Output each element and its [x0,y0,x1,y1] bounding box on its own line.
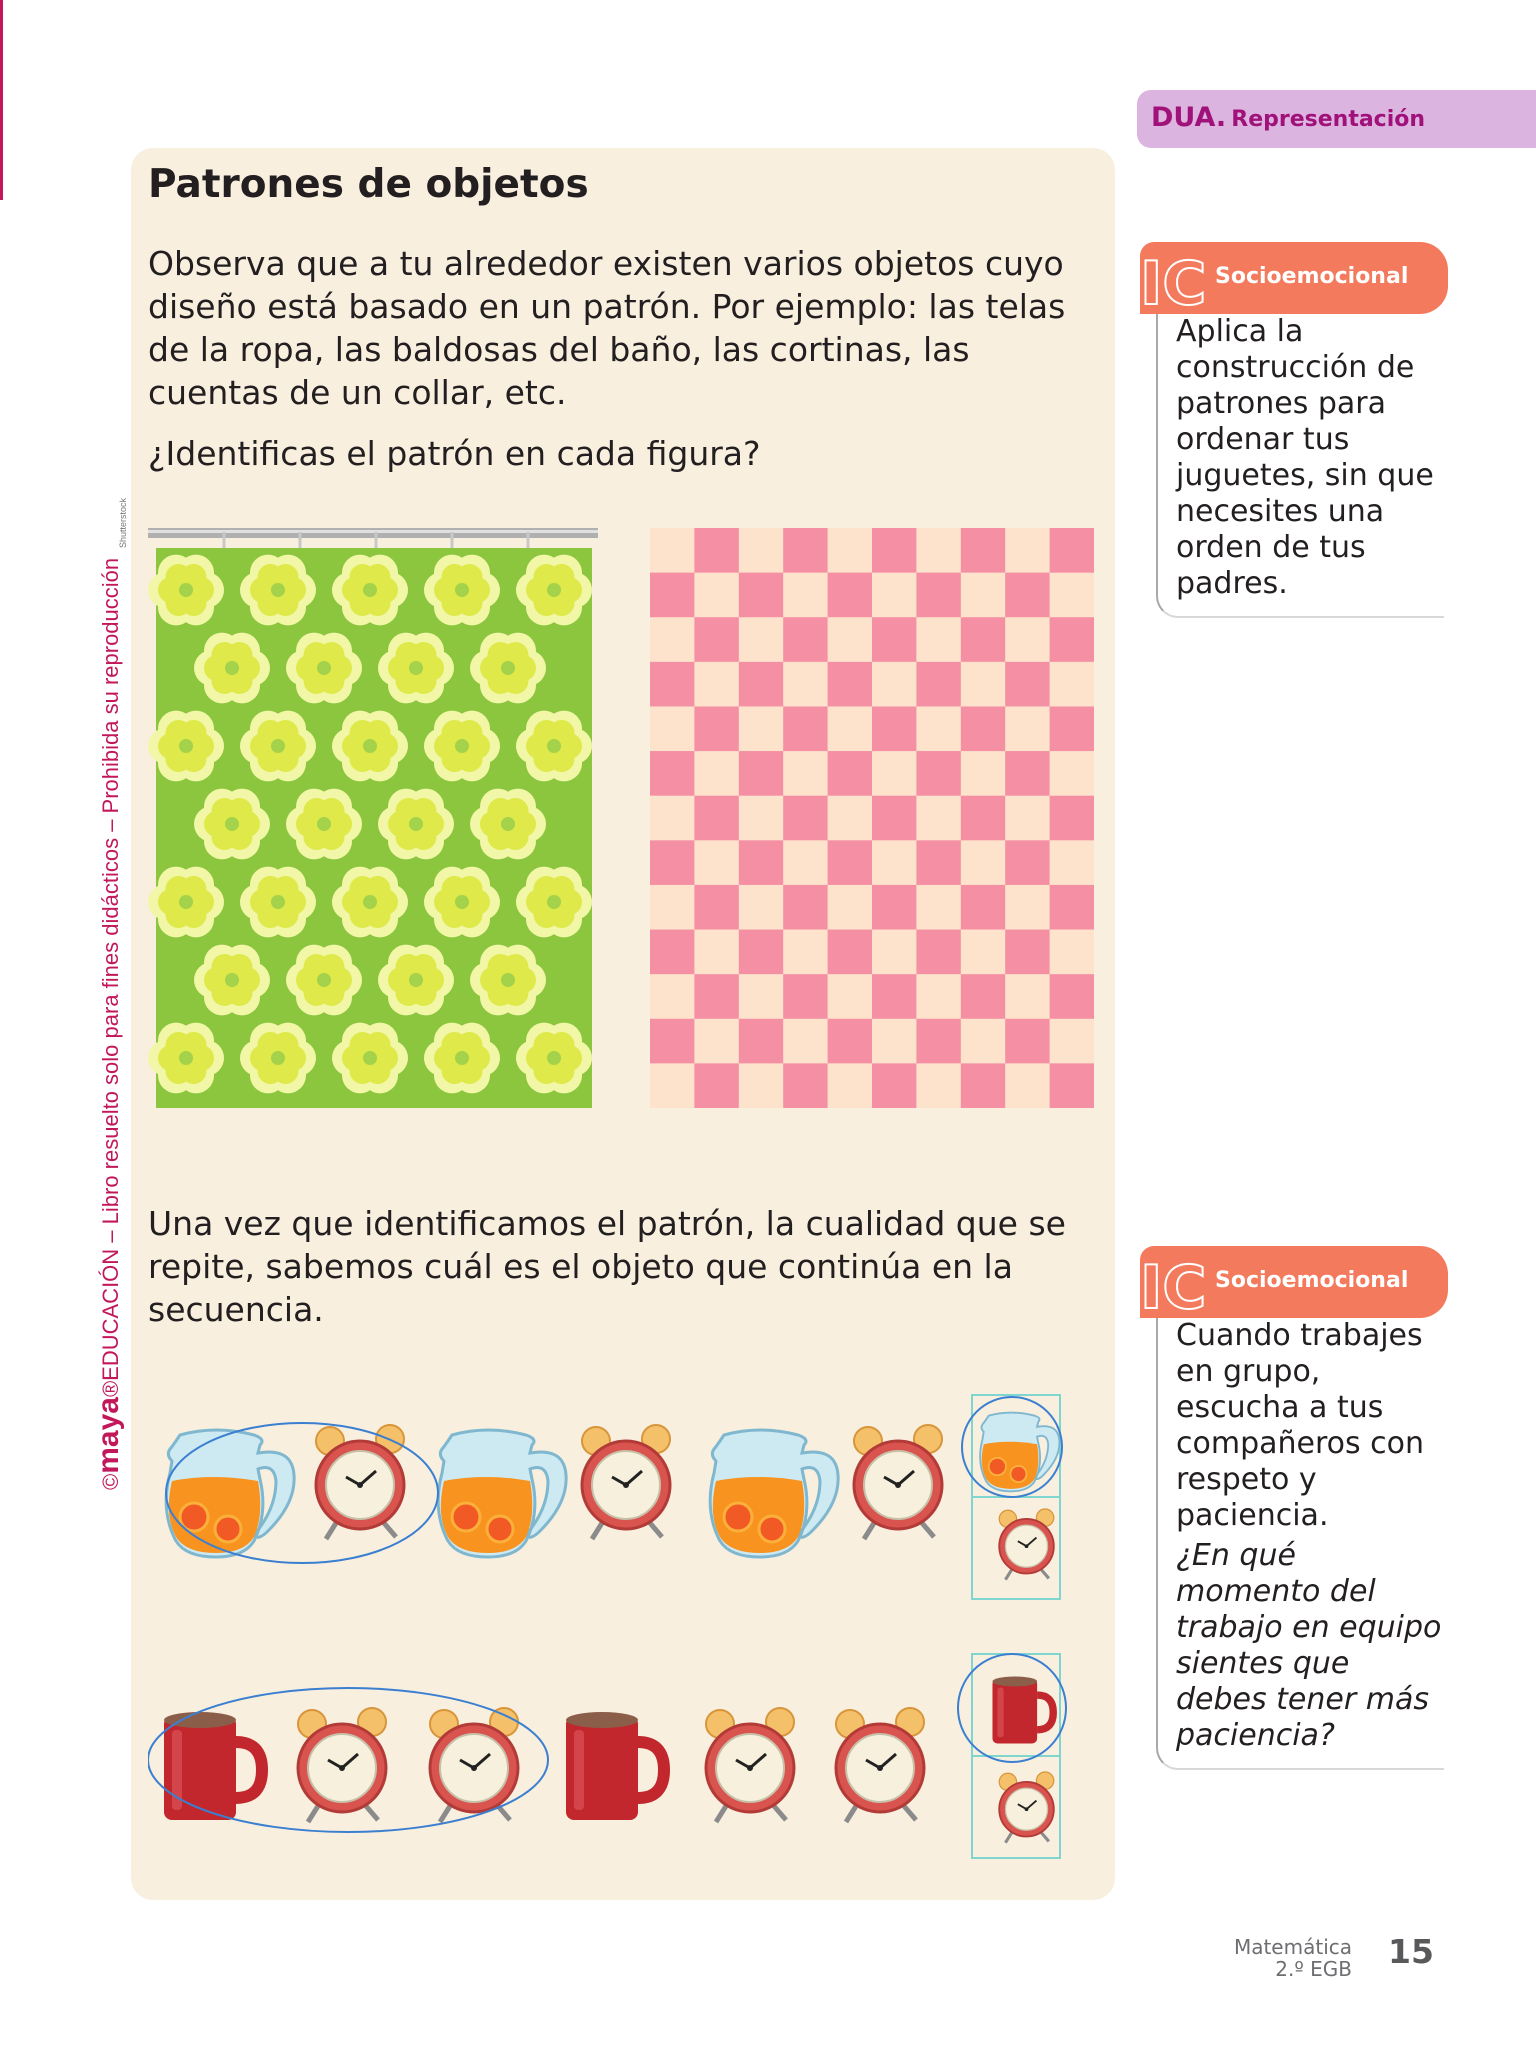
clock-icon [706,1708,794,1822]
mug-icon [566,1712,664,1820]
svg-text:IC: IC [1140,1253,1207,1316]
answer-options-2[interactable] [958,1654,1066,1858]
sequence-paragraph: Una vez que identificamos el patrón, la cualidad que se repite, sabemos cuál es el objeto que continúa en la secuencia. [148,1204,1066,1329]
checkerboard-tile-image [650,528,1094,1108]
answer-options-1[interactable] [962,1395,1062,1599]
socioemotional-box-1 [1140,242,1450,642]
clock-icon [582,1425,670,1539]
socioemotional-label: Socioemocional [1215,1268,1409,1293]
pitcher-icon [710,1430,838,1557]
socioemotional-text: Aplica la construcción de patrones para ordenar tus juguetes, sin que necesites una orden de tus padres. [1156,314,1444,618]
footer-subject: Matemática 2.º EGB [1233,1935,1352,1981]
dua-label: DUA. [1151,102,1227,133]
page-edge-line [0,0,3,200]
ic-logo-icon [1140,1252,1212,1316]
mug-icon [164,1712,262,1820]
socioemotional-label: Socioemocional [1215,264,1409,289]
clock-icon [854,1425,942,1539]
svg-text:IC: IC [1140,249,1207,312]
pitcher-icon [438,1430,566,1557]
socioemotional-header [1140,242,1448,314]
shower-curtain-image [148,528,598,1108]
question-text: ¿Identificas el patrón en cada figura? [148,434,761,473]
option-mug-icon[interactable] [992,1676,1053,1743]
sequence-row-2 [148,1650,1108,1870]
option-pitcher-icon[interactable] [980,1413,1059,1492]
photo-credit: Shutterstock [118,497,128,548]
socioemotional-header [1140,1246,1448,1318]
section-title: Patrones de objetos [148,162,589,207]
clock-icon [298,1708,386,1822]
option-clock-icon[interactable] [999,1772,1054,1843]
dua-sublabel: Representación [1231,107,1426,132]
dua-banner [1137,90,1536,148]
copyright-notice: ©maya®EDUCACIÓN – Libro resuelto solo para fines didácticos – Prohibida su reproducción [92,557,125,1490]
clock-icon [836,1708,924,1822]
socioemotional-box-2 [1140,1246,1450,1766]
page-number: 15 [1388,1932,1434,1971]
intro-paragraph: Observa que a tu alrededor existen varios objetos cuyo diseño está basado en un patrón. Por ejemplo: las telas de la ropa, las baldosas del baño, las cortinas, las cuentas de un collar, etc. [148,244,1066,412]
sequence-row-1 [148,1385,1108,1615]
option-clock-icon[interactable] [999,1509,1054,1580]
ic-logo-icon [1140,248,1212,312]
socioemotional-text: Cuando trabajes en grupo, escucha a tus compañeros con respeto y paciencia. ¿En qué momento del trabajo en equipo sientes que debes tener más paciencia? [1156,1318,1444,1770]
reflection-question: ¿En qué momento del trabajo en equipo sientes que debes tener más paciencia? [1176,1538,1442,1753]
pitcher-icon [166,1430,294,1557]
clock-icon [316,1425,404,1539]
